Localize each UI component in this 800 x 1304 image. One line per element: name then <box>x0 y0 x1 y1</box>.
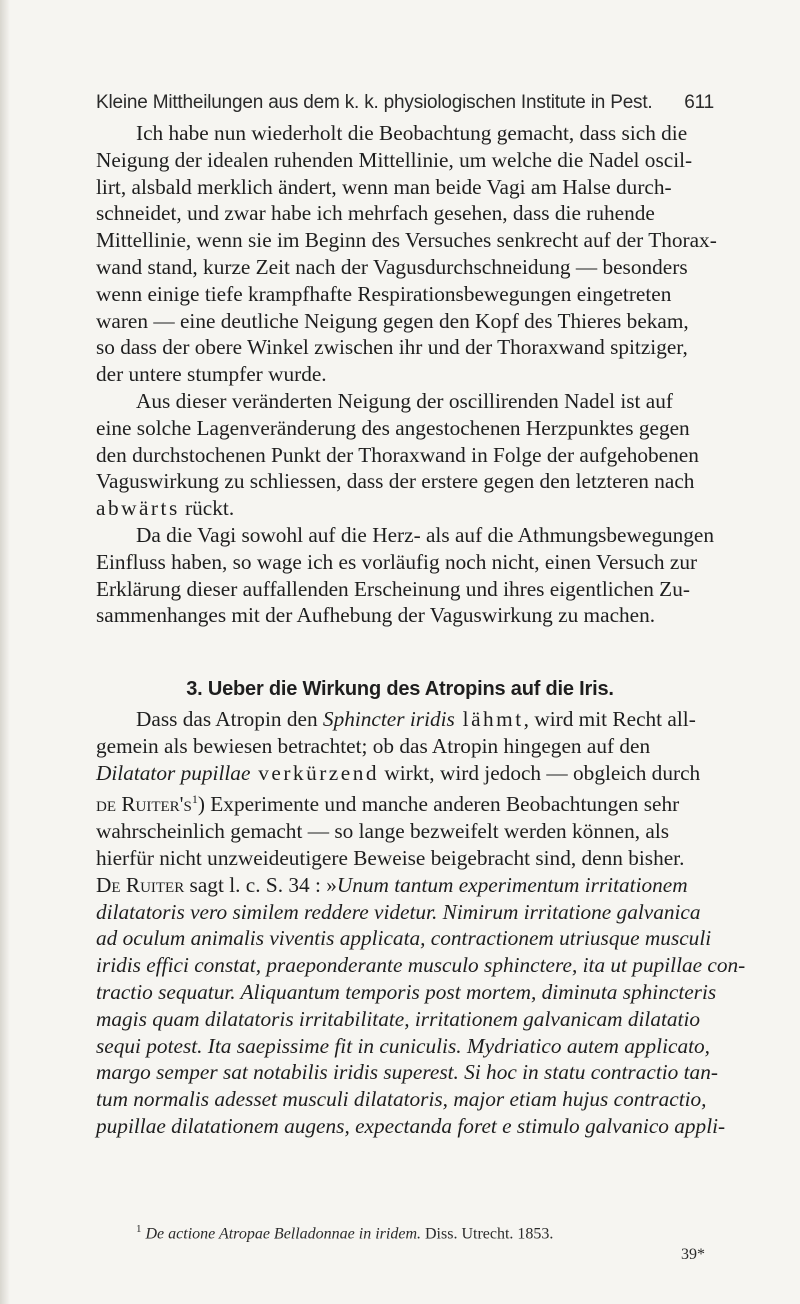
body-text-lower <box>96 706 746 1140</box>
footnote-ref: 1 <box>191 792 198 807</box>
text-fragment: rückt. <box>179 496 235 521</box>
latin-line: tractio sequatur. Aliquantum temporis post mortem, diminuta sphincteris <box>96 980 717 1005</box>
footnote-text: Diss. Utrecht. 1853. <box>421 1225 554 1243</box>
text-line: Erklärung dieser auffallenden Erscheinung und ihres eigentlichen Zu- <box>96 576 690 601</box>
text-line: hierfür nicht unzweideutigere Beweise beigebracht sind, denn bisher. <box>96 846 685 871</box>
latin-line: iridis effici constat, praeponderante musculo sphinctere, ita ut pupillae con- <box>96 953 746 978</box>
author-name: De Ruiter <box>96 872 185 897</box>
paragraph-2 <box>96 388 716 522</box>
italic-term: Sphincter iridis <box>322 707 455 731</box>
text-line: Ich habe nun wiederholt die Beobachtung gemacht, dass sich die <box>136 121 688 145</box>
signature-mark: 39* <box>681 1246 705 1263</box>
text-line: Mittellinie, wenn sie im Beginn des Versuches senkrecht auf der Thorax- <box>96 228 717 253</box>
text-line: den durchstochenen Punkt der Thoraxwand in Folge der aufgehobenen <box>96 442 699 467</box>
text-fragment: wirkt, wird jedoch — obgleich durch <box>379 760 701 785</box>
text-line: sammenhanges mit der Aufhebung der Vaguswirkung zu machen. <box>96 603 656 628</box>
text-line: Vaguswirkung zu schliessen, dass der erstere gegen den letzteren nach <box>96 469 695 494</box>
text-line: so dass der obere Winkel zwischen ihr und der Thoraxwand spitziger, <box>96 335 688 360</box>
page-edge-shadow <box>0 0 10 1304</box>
footnote <box>136 1223 553 1243</box>
text-fragment: ) Experimente und manche anderen Beobachtungen sehr <box>197 792 680 817</box>
text-fragment: Dass das Atropin den <box>136 707 323 731</box>
text-line: Einfluss haben, so wage ich es vorläufig noch nicht, einen Versuch zur <box>96 549 698 574</box>
latin-quote: Unum tantum experimentum irritationem <box>336 872 688 897</box>
text-line: waren — eine deutliche Neigung gegen den Kopf des Thieres bekam, <box>96 308 689 333</box>
spaced-word: verkürzend <box>250 760 380 785</box>
text-line: Aus dieser veränderten Neigung der oscillirenden Nadel ist auf <box>136 388 673 413</box>
text-line <box>96 706 716 733</box>
spaced-word: lähmt <box>454 707 524 731</box>
text-line: wand stand, kurze Zeit nach der Vagusdurchschneidung — besonders <box>96 254 688 279</box>
latin-line: ad oculum animalis viventis applicata, contractionem utriusque musculi <box>96 926 712 951</box>
text-line <box>96 786 716 818</box>
body-text-upper <box>96 120 716 629</box>
text-line: wenn einige tiefe krampfhafte Respirationsbewegungen eingetreten <box>96 281 672 306</box>
text-fragment: sagt l. c. S. 34 : » <box>184 872 337 897</box>
text-line: Neigung der idealen ruhenden Mittellinie, um welche die Nadel oscil- <box>96 147 693 172</box>
text-line <box>96 760 716 787</box>
running-head <box>96 92 714 114</box>
latin-line: sequi potest. Ita saepissime fit in cuniculis. Mydriatico autem applicato, <box>96 1033 710 1058</box>
paragraph-3 <box>96 522 716 629</box>
author-name: de Ruiter's <box>96 792 192 817</box>
text-line <box>96 872 716 899</box>
italic-term: Dilatator pupillae <box>96 760 251 785</box>
latin-line: tum normalis adesset musculi dilatatoris, major etiam hujus contractio, <box>96 1087 707 1112</box>
text-line: der untere stumpfer wurde. <box>96 362 327 387</box>
text-line: lirt, alsbald merklich ändert, wenn man beide Vagi am Halse durch- <box>96 174 672 199</box>
latin-line: dilatatoris vero similem reddere videtur. Nimirum irritatione galvanica <box>96 899 701 924</box>
section-heading: 3. Ueber die Wirkung des Atropins auf die Iris. <box>186 678 614 700</box>
text-line: Da die Vagi sowohl auf die Herz- als auf die Athmungsbewegungen <box>136 522 715 547</box>
latin-line: pupillae dilatationem augens, expectanda foret e stimulo galvanico appli- <box>96 1114 726 1139</box>
text-line: gemein als bewiesen betrachtet; ob das Atropin hingegen auf den <box>96 733 651 758</box>
footnote-title: De actione Atropae Belladonnae in iridem. <box>141 1225 421 1243</box>
text-line: eine solche Lagenveränderung des angestochenen Herzpunktes gegen <box>96 415 690 440</box>
text-line: wahrscheinlich gemacht — so lange bezweifelt werden können, als <box>96 819 670 844</box>
latin-line: margo semper sat notabilis iridis superest. Si hoc in statu contractio tan- <box>96 1060 718 1085</box>
footnote-marker: 1 <box>136 1223 142 1235</box>
text-line: schneidet, und zwar habe ich mehrfach gesehen, dass die ruhende <box>96 201 655 226</box>
running-title: Kleine Mittheilungen aus dem k. k. physiologischen Institute in Pest. <box>96 92 653 113</box>
text-fragment: , wird mit Recht all- <box>523 707 696 731</box>
latin-line: magis quam dilatatoris irritabilitate, irritationem galvanicam dilatatio <box>96 1006 701 1031</box>
paragraph-1 <box>96 120 716 388</box>
spaced-word: abwärts <box>96 496 180 521</box>
page-number: 611 <box>684 92 714 113</box>
text-line <box>96 495 716 522</box>
